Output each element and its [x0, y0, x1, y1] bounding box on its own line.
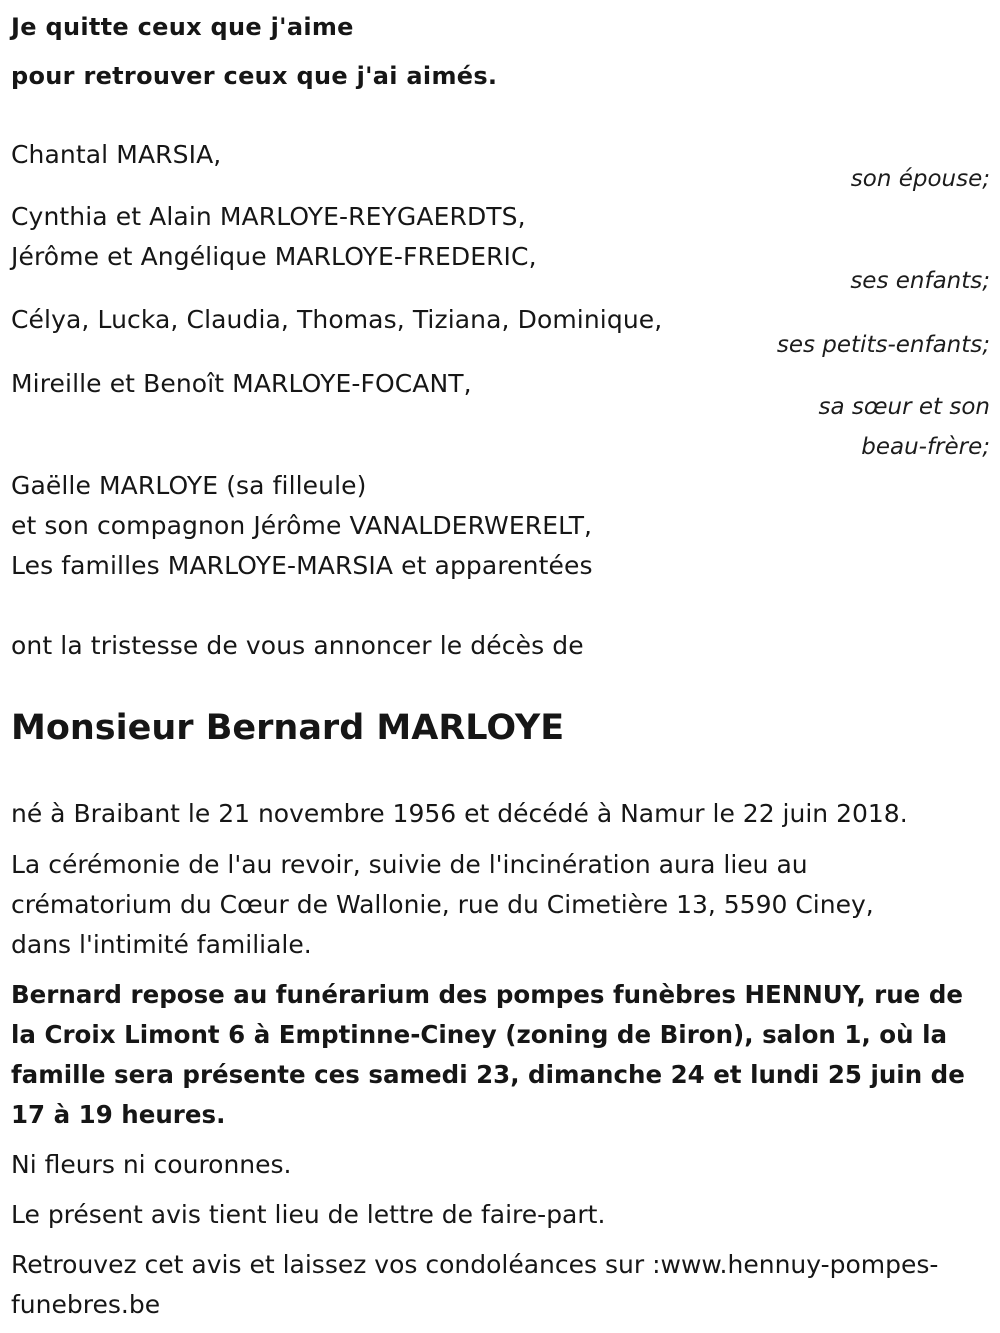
ceremony-line-3: dans l'intimité familiale.: [11, 930, 312, 959]
funerarium-line-1: Bernard repose au funérarium des pompes funèbres HENNUY, rue de: [11, 980, 963, 1009]
others-line-3: Les familles MARLOYE-MARSIA et apparentées: [11, 551, 593, 580]
announcement-text: ont la tristesse de vous annoncer le décès de: [11, 631, 584, 660]
ceremony-line-2: crématorium du Cœur de Wallonie, rue du Cimetière 13, 5590 Ciney,: [11, 890, 874, 919]
website-line-2: funebres.be: [11, 1290, 161, 1319]
website-line-1: Retrouvez cet avis et laissez vos condoléances sur :www.hennuy-pompes-: [11, 1250, 939, 1279]
grandchildren-role: ses petits-enfants;: [776, 332, 990, 358]
children-role: ses enfants;: [850, 268, 990, 294]
funerarium-line-4: 17 à 19 heures.: [11, 1100, 226, 1129]
funerarium-line-3: famille sera présente ces samedi 23, dimanche 24 et lundi 25 juin de: [11, 1060, 965, 1089]
child-line-2: Jérôme et Angélique MARLOYE-FREDERIC,: [11, 242, 537, 271]
birth-death-text: né à Braibant le 21 novembre 1956 et décédé à Namur le 22 juin 2018.: [11, 799, 908, 828]
others-line-2: et son compagnon Jérôme VANALDERWERELT,: [11, 511, 593, 540]
sister-names: Mireille et Benoît MARLOYE-FOCANT,: [11, 369, 472, 398]
spouse-name: Chantal MARSIA,: [11, 140, 222, 169]
deceased-name: Monsieur Bernard MARLOYE: [11, 708, 565, 748]
grandchildren-names: Célya, Lucka, Claudia, Thomas, Tiziana, Dominique,: [11, 305, 663, 334]
notice-text: Le présent avis tient lieu de lettre de faire-part.: [11, 1200, 606, 1229]
ceremony-line-1: La cérémonie de l'au revoir, suivie de l'incinération aura lieu au: [11, 850, 808, 879]
flowers-text: Ni fleurs ni couronnes.: [11, 1150, 292, 1179]
others-line-1: Gaëlle MARLOYE (sa filleule): [11, 471, 367, 500]
sister-role-line-1: sa sœur et son: [818, 394, 990, 420]
epigraph-line-1: Je quitte ceux que j'aime: [11, 13, 354, 41]
funerarium-line-2: la Croix Limont 6 à Emptinne-Ciney (zoning de Biron), salon 1, où la: [11, 1020, 948, 1049]
spouse-role: son épouse;: [850, 166, 990, 192]
sister-role-line-2: beau-frère;: [861, 434, 990, 460]
epigraph-line-2: pour retrouver ceux que j'ai aimés.: [11, 62, 498, 90]
child-line-1: Cynthia et Alain MARLOYE-REYGAERDTS,: [11, 202, 526, 231]
